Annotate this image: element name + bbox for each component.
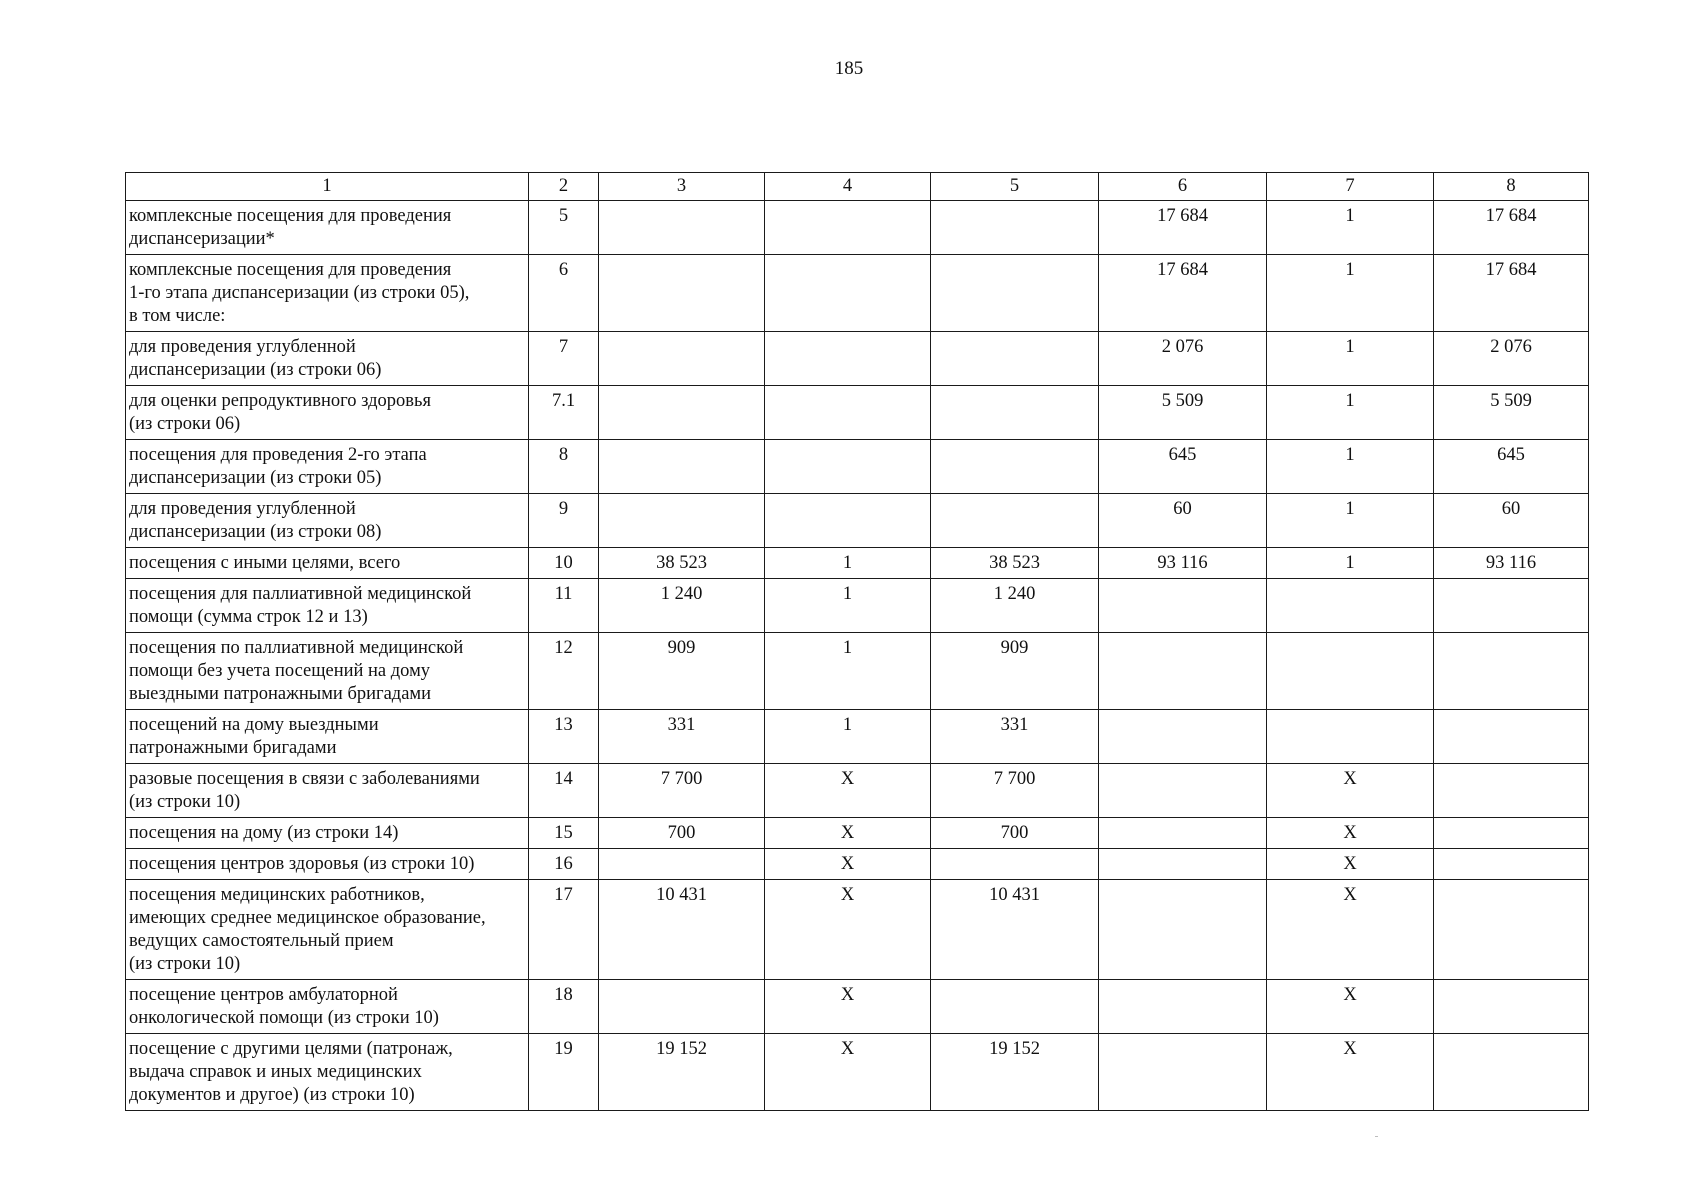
row-description-cell: посещения с иными целями, всего (126, 548, 529, 579)
column-header-3: 3 (599, 173, 765, 201)
scan-speck (1375, 1136, 1378, 1137)
value-cell-col-5: 700 (931, 818, 1099, 849)
value-cell-col-4: 1 (765, 579, 931, 633)
table-row (126, 386, 1589, 440)
row-description-cell: посещение с другими целями (патронаж, выдача справок и иных медицинских документов и другое) (из строки 10) (126, 1034, 529, 1111)
table-row (126, 633, 1589, 710)
value-cell-col-4: X (765, 1034, 931, 1111)
value-cell-col-6 (1099, 880, 1267, 980)
value-cell-col-3: 38 523 (599, 548, 765, 579)
value-cell-col-7: 1 (1267, 386, 1434, 440)
value-cell-col-4 (765, 494, 931, 548)
value-cell-col-3 (599, 255, 765, 332)
value-cell-col-3 (599, 849, 765, 880)
value-cell-col-8: 17 684 (1434, 255, 1589, 332)
row-description-cell: посещений на дому выездными патронажными бригадами (126, 710, 529, 764)
row-code-cell: 9 (529, 494, 599, 548)
value-cell-col-8 (1434, 579, 1589, 633)
value-cell-col-5 (931, 440, 1099, 494)
row-code-cell: 6 (529, 255, 599, 332)
value-cell-col-6 (1099, 818, 1267, 849)
value-cell-col-6 (1099, 980, 1267, 1034)
value-cell-col-7: 1 (1267, 255, 1434, 332)
table-header-row (126, 173, 1589, 201)
row-description-cell: для проведения углубленной диспансеризации (из строки 08) (126, 494, 529, 548)
value-cell-col-4 (765, 255, 931, 332)
value-cell-col-8: 645 (1434, 440, 1589, 494)
table-row (126, 332, 1589, 386)
value-cell-col-5 (931, 201, 1099, 255)
value-cell-col-6: 645 (1099, 440, 1267, 494)
value-cell-col-4 (765, 440, 931, 494)
column-header-4: 4 (765, 173, 931, 201)
value-cell-col-3: 700 (599, 818, 765, 849)
value-cell-col-6: 93 116 (1099, 548, 1267, 579)
value-cell-col-4: 1 (765, 548, 931, 579)
value-cell-col-7: X (1267, 849, 1434, 880)
column-header-6: 6 (1099, 173, 1267, 201)
value-cell-col-8 (1434, 849, 1589, 880)
value-cell-col-3 (599, 494, 765, 548)
value-cell-col-3: 331 (599, 710, 765, 764)
value-cell-col-4: X (765, 818, 931, 849)
value-cell-col-5: 7 700 (931, 764, 1099, 818)
value-cell-col-8 (1434, 818, 1589, 849)
value-cell-col-5 (931, 386, 1099, 440)
table-row (126, 494, 1589, 548)
row-description-cell: разовые посещения в связи с заболеваниями (из строки 10) (126, 764, 529, 818)
table-row (126, 764, 1589, 818)
value-cell-col-5: 909 (931, 633, 1099, 710)
value-cell-col-4 (765, 386, 931, 440)
value-cell-col-7 (1267, 633, 1434, 710)
value-cell-col-5 (931, 980, 1099, 1034)
value-cell-col-5 (931, 332, 1099, 386)
row-code-cell: 10 (529, 548, 599, 579)
row-code-cell: 12 (529, 633, 599, 710)
value-cell-col-6 (1099, 764, 1267, 818)
value-cell-col-8: 17 684 (1434, 201, 1589, 255)
table-row (126, 849, 1589, 880)
value-cell-col-7: 1 (1267, 332, 1434, 386)
value-cell-col-6: 5 509 (1099, 386, 1267, 440)
row-code-cell: 16 (529, 849, 599, 880)
value-cell-col-8 (1434, 710, 1589, 764)
value-cell-col-8: 5 509 (1434, 386, 1589, 440)
value-cell-col-3 (599, 386, 765, 440)
value-cell-col-7: X (1267, 880, 1434, 980)
value-cell-col-5 (931, 849, 1099, 880)
value-cell-col-4: 1 (765, 710, 931, 764)
table-row (126, 440, 1589, 494)
value-cell-col-6 (1099, 579, 1267, 633)
value-cell-col-7: X (1267, 1034, 1434, 1111)
value-cell-col-8 (1434, 880, 1589, 980)
row-description-cell: посещения по паллиативной медицинской помощи без учета посещений на дому выездными патронажными бригадами (126, 633, 529, 710)
row-description-cell: для оценки репродуктивного здоровья (из строки 06) (126, 386, 529, 440)
row-description-cell: посещения для паллиативной медицинской помощи (сумма строк 12 и 13) (126, 579, 529, 633)
value-cell-col-6 (1099, 633, 1267, 710)
value-cell-col-3: 909 (599, 633, 765, 710)
row-code-cell: 17 (529, 880, 599, 980)
row-description-cell: посещение центров амбулаторной онкологической помощи (из строки 10) (126, 980, 529, 1034)
value-cell-col-6: 17 684 (1099, 201, 1267, 255)
statistics-table (125, 172, 1589, 1111)
row-code-cell: 19 (529, 1034, 599, 1111)
row-code-cell: 18 (529, 980, 599, 1034)
row-code-cell: 7.1 (529, 386, 599, 440)
row-description-cell: для проведения углубленной диспансеризации (из строки 06) (126, 332, 529, 386)
value-cell-col-8 (1434, 633, 1589, 710)
value-cell-col-4: X (765, 849, 931, 880)
row-code-cell: 11 (529, 579, 599, 633)
table-row (126, 579, 1589, 633)
row-code-cell: 14 (529, 764, 599, 818)
value-cell-col-7 (1267, 710, 1434, 764)
value-cell-col-7: 1 (1267, 440, 1434, 494)
value-cell-col-3: 10 431 (599, 880, 765, 980)
value-cell-col-4 (765, 332, 931, 386)
column-header-2: 2 (529, 173, 599, 201)
table-row (126, 1034, 1589, 1111)
value-cell-col-5: 19 152 (931, 1034, 1099, 1111)
value-cell-col-3 (599, 332, 765, 386)
value-cell-col-7: 1 (1267, 201, 1434, 255)
value-cell-col-6: 17 684 (1099, 255, 1267, 332)
value-cell-col-3 (599, 440, 765, 494)
row-code-cell: 8 (529, 440, 599, 494)
row-code-cell: 5 (529, 201, 599, 255)
table-row (126, 548, 1589, 579)
row-description-cell: посещения на дому (из строки 14) (126, 818, 529, 849)
value-cell-col-3 (599, 201, 765, 255)
value-cell-col-7: X (1267, 764, 1434, 818)
value-cell-col-5 (931, 255, 1099, 332)
value-cell-col-3: 19 152 (599, 1034, 765, 1111)
value-cell-col-6 (1099, 1034, 1267, 1111)
value-cell-col-7: X (1267, 818, 1434, 849)
value-cell-col-5 (931, 494, 1099, 548)
value-cell-col-4: 1 (765, 633, 931, 710)
value-cell-col-6: 2 076 (1099, 332, 1267, 386)
row-code-cell: 15 (529, 818, 599, 849)
value-cell-col-6 (1099, 710, 1267, 764)
value-cell-col-8 (1434, 1034, 1589, 1111)
value-cell-col-7: 1 (1267, 548, 1434, 579)
row-description-cell: посещения для проведения 2-го этапа диспансеризации (из строки 05) (126, 440, 529, 494)
value-cell-col-8: 93 116 (1434, 548, 1589, 579)
value-cell-col-8 (1434, 764, 1589, 818)
table-row (126, 710, 1589, 764)
column-header-8: 8 (1434, 173, 1589, 201)
table-row (126, 201, 1589, 255)
table-row (126, 880, 1589, 980)
value-cell-col-3: 7 700 (599, 764, 765, 818)
value-cell-col-5: 331 (931, 710, 1099, 764)
value-cell-col-8 (1434, 980, 1589, 1034)
value-cell-col-7 (1267, 579, 1434, 633)
value-cell-col-4: X (765, 980, 931, 1034)
value-cell-col-7: X (1267, 980, 1434, 1034)
value-cell-col-6: 60 (1099, 494, 1267, 548)
value-cell-col-3: 1 240 (599, 579, 765, 633)
row-description-cell: посещения центров здоровья (из строки 10) (126, 849, 529, 880)
value-cell-col-4: X (765, 764, 931, 818)
value-cell-col-5: 10 431 (931, 880, 1099, 980)
value-cell-col-4: X (765, 880, 931, 980)
row-description-cell: комплексные посещения для проведения диспансеризации* (126, 201, 529, 255)
value-cell-col-5: 1 240 (931, 579, 1099, 633)
value-cell-col-5: 38 523 (931, 548, 1099, 579)
table-row (126, 818, 1589, 849)
value-cell-col-3 (599, 980, 765, 1034)
row-description-cell: комплексные посещения для проведения 1-го этапа диспансеризации (из строки 05), в том числе: (126, 255, 529, 332)
row-code-cell: 13 (529, 710, 599, 764)
value-cell-col-7: 1 (1267, 494, 1434, 548)
column-header-5: 5 (931, 173, 1099, 201)
table-row (126, 980, 1589, 1034)
value-cell-col-4 (765, 201, 931, 255)
value-cell-col-8: 2 076 (1434, 332, 1589, 386)
page-number: 185 (834, 58, 864, 79)
value-cell-col-8: 60 (1434, 494, 1589, 548)
column-header-7: 7 (1267, 173, 1434, 201)
row-code-cell: 7 (529, 332, 599, 386)
value-cell-col-6 (1099, 849, 1267, 880)
row-description-cell: посещения медицинских работников, имеющих среднее медицинское образование, ведущих самостоятельный прием (из строки 10) (126, 880, 529, 980)
table-row (126, 255, 1589, 332)
column-header-1: 1 (126, 173, 529, 201)
